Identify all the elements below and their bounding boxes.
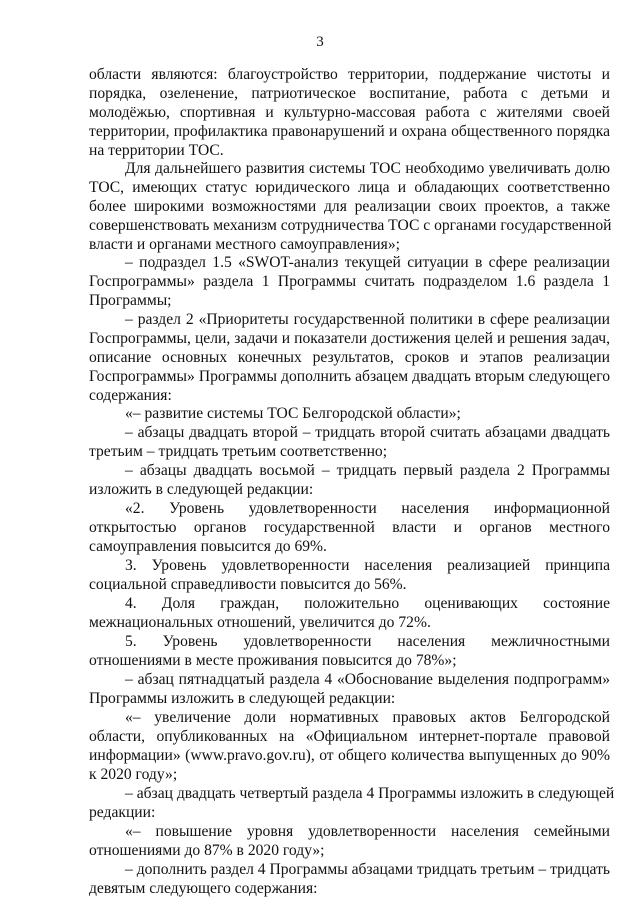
- text-line: «– повышение уровня удовлетворенности населения семейными: [125, 823, 610, 840]
- text-line: содержания:: [89, 387, 172, 404]
- text-line: – подраздел 1.5 «SWOT-анализ текущей ситуации в сфере реализации: [125, 254, 610, 271]
- text-line: более широкими возможностями для реализации своих проектов, а также: [89, 198, 610, 215]
- text-line: порядка, озеленение, патриотическое воспитание, работа с детьми и: [89, 85, 610, 102]
- text-line: 4. Доля граждан, положительно оценивающих состояние: [125, 595, 610, 612]
- text-line: Госпрограммы» раздела 1 Программы считать подразделом 1.6 раздела 1: [89, 273, 610, 290]
- text-line: информации» (www.pravo.gov.ru), от общего количества выпущенных до 90%: [89, 747, 610, 764]
- text-line: Программы изложить в следующей редакции:: [89, 690, 396, 707]
- text-line: третьим – тридцать третьим соответственно;: [89, 443, 388, 460]
- text-line: межнациональных отношений, увеличится до 72%.: [89, 614, 431, 631]
- text-line: Госпрограммы, цели, задачи и показатели достижения целей и решения задач,: [89, 330, 610, 347]
- text-line: области являются: благоустройство территории, поддержание чистоты и: [89, 66, 610, 83]
- text-line: девятым следующего содержания:: [89, 880, 318, 897]
- text-line: самоуправления повысится до 69%.: [89, 538, 327, 555]
- text-line: совершенствовать механизм сотрудничества ТОС с органами государственной: [89, 217, 612, 234]
- text-line: – абзац двадцать четвертый раздела 4 Программы изложить в следующей: [125, 785, 615, 802]
- text-line: – дополнить раздел 4 Программы абзацами тридцать третьим – тридцать: [125, 861, 610, 878]
- text-line: «– развитие системы ТОС Белгородской области»;: [125, 405, 461, 422]
- text-line: – раздел 2 «Приоритеты государственной политики в сфере реализации: [125, 311, 610, 328]
- text-line: отношениями в месте проживания повысится до 78%»;: [89, 652, 457, 669]
- text-line: области, опубликованных на «Официальном интернет-портале правовой: [89, 728, 610, 745]
- text-line: описание основных конечных результатов, сроков и этапов реализации: [89, 349, 610, 366]
- text-line: Для дальнейшего развития системы ТОС необходимо увеличивать долю: [125, 160, 610, 177]
- text-line: отношениями до 87% в 2020 году»;: [89, 842, 325, 859]
- text-line: «2. Уровень удовлетворенности населения информационной: [125, 500, 610, 517]
- text-line: Программы;: [89, 292, 172, 309]
- text-line: – абзацы двадцать восьмой – тридцать первый раздела 2 Программы: [125, 462, 610, 479]
- text-line: редакции:: [89, 804, 156, 821]
- text-line: открытостью органов государственной власти и органов местного: [89, 519, 610, 536]
- text-line: к 2020 году»;: [89, 766, 178, 783]
- text-line: власти и органами местного самоуправления»;: [89, 236, 400, 253]
- text-line: молодёжью, спортивная и культурно-массовая работа с жителями своей: [89, 104, 610, 121]
- text-line: 3. Уровень удовлетворенности населения реализацией принципа: [125, 557, 610, 574]
- text-line: Госпрограммы» Программы дополнить абзацем двадцать вторым следующего: [89, 368, 610, 385]
- text-line: ТОС, имеющих статус юридического лица и обладающих соответственно: [89, 179, 610, 196]
- text-line: на территории ТОС.: [89, 142, 224, 159]
- text-line: социальной справедливости повысится до 56%.: [89, 576, 407, 593]
- text-line: «– увеличение доли нормативных правовых актов Белгородской: [125, 709, 610, 726]
- text-line: – абзацы двадцать второй – тридцать второй считать абзацами двадцать: [125, 424, 610, 441]
- text-line: – абзац пятнадцатый раздела 4 «Обоснование выделения подпрограмм»: [125, 671, 610, 688]
- text-line: изложить в следующей редакции:: [89, 481, 314, 498]
- text-line: 5. Уровень удовлетворенности населения межличностными: [125, 633, 610, 650]
- text-line: территории, профилактика правонарушений и охрана общественного порядка: [89, 123, 610, 140]
- page-number: 3: [316, 34, 324, 50]
